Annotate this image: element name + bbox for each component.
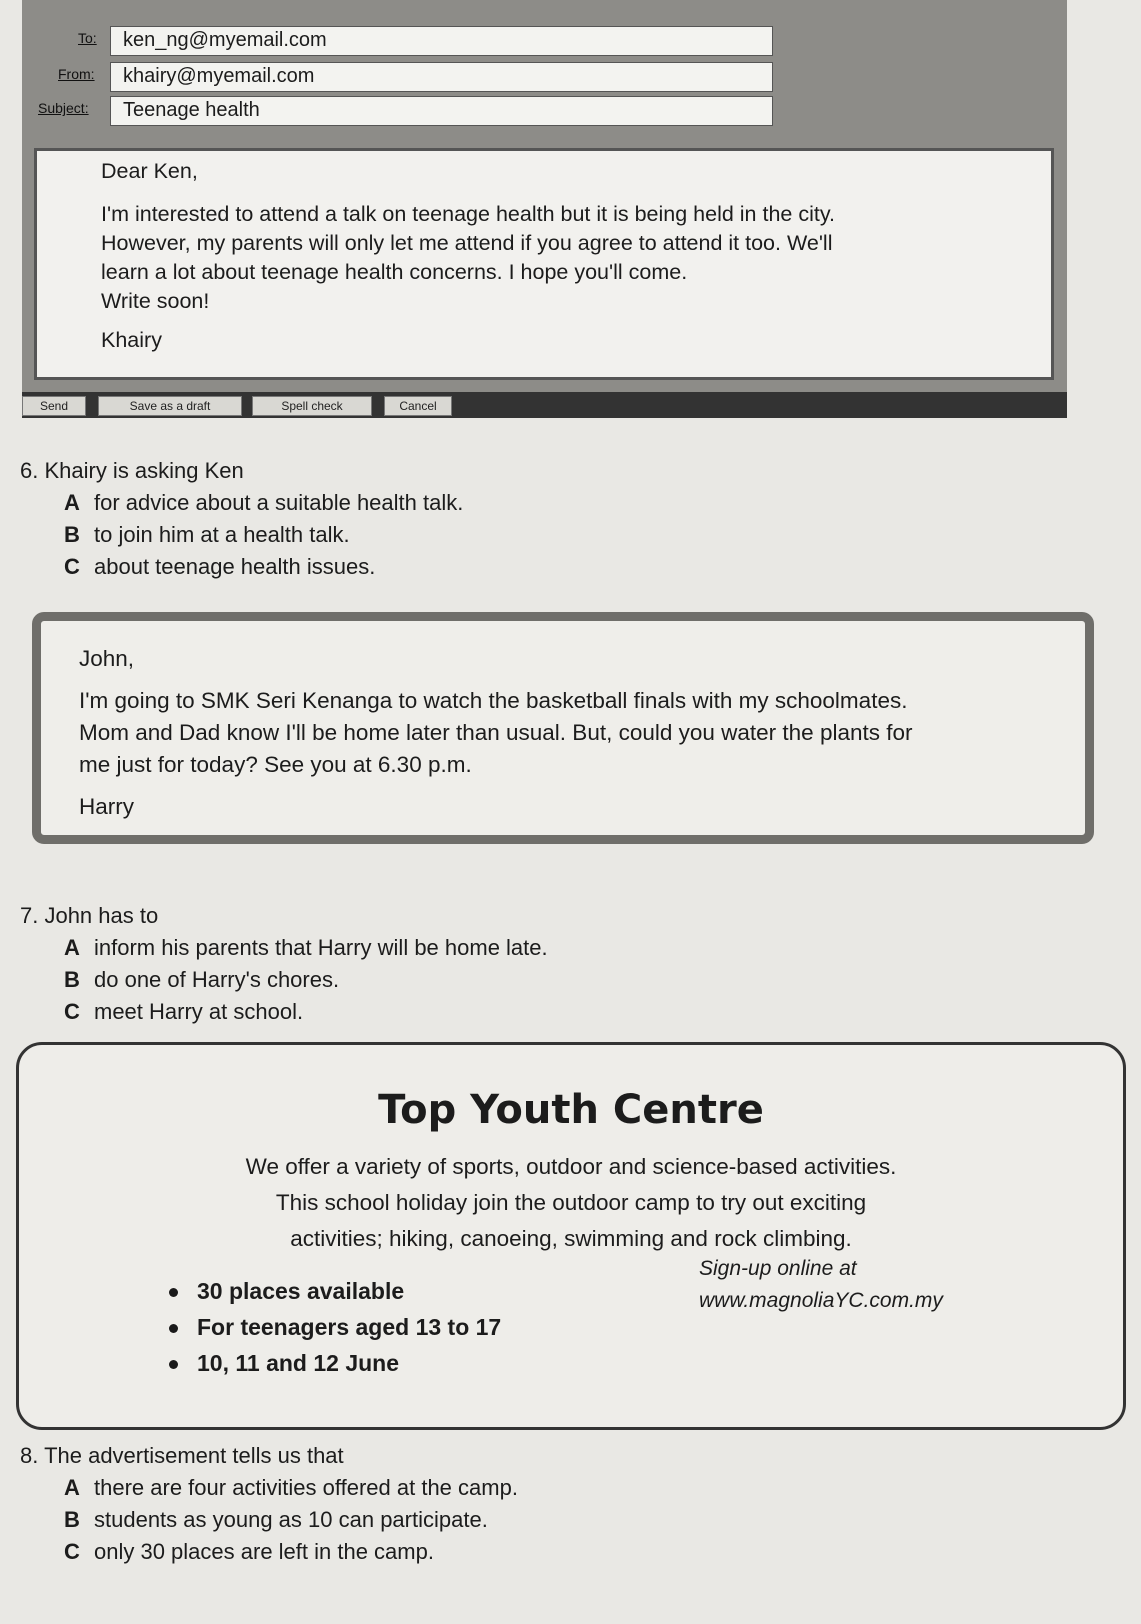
option-text: inform his parents that Harry will be home late. <box>94 935 548 960</box>
option-text: do one of Harry's chores. <box>94 967 340 992</box>
option-letter: C <box>64 999 80 1024</box>
option-text: students as young as 10 can participate. <box>94 1507 488 1532</box>
email-greeting: Dear Ken, <box>101 159 198 183</box>
option-text: for advice about a suitable health talk. <box>94 490 464 515</box>
to-field[interactable]: ken_ng@myemail.com <box>110 26 773 56</box>
option-b[interactable] <box>64 964 548 996</box>
email-toolbar <box>22 392 1067 418</box>
option-b[interactable] <box>64 519 463 551</box>
ad-bullet-list <box>169 1273 501 1381</box>
option-text: only 30 places are left in the camp. <box>94 1539 434 1564</box>
from-label: From: <box>58 66 95 82</box>
ad-desc-line: activities; hiking, canoeing, swimming and rock climbing. <box>290 1226 852 1251</box>
signup-url[interactable]: www.magnoliaYC.com.my <box>699 1289 943 1312</box>
question-stem: 7. John has to <box>20 903 159 928</box>
note-line: me just for today? See you at 6.30 p.m. <box>79 752 472 777</box>
subject-label: Subject: <box>38 100 89 116</box>
email-closing: Write soon! <box>101 289 210 313</box>
note-greeting: John, <box>79 646 135 671</box>
question-6 <box>20 455 463 583</box>
signup-label: Sign-up online at <box>699 1257 857 1280</box>
option-a[interactable] <box>64 487 463 519</box>
option-text: about teenage health issues. <box>94 554 376 579</box>
question-stem: 6. Khairy is asking Ken <box>20 458 244 483</box>
question-8 <box>20 1440 518 1568</box>
question-stem: 8. The advertisement tells us that <box>20 1443 344 1468</box>
email-window <box>22 0 1067 418</box>
option-c[interactable] <box>64 996 548 1028</box>
cancel-button[interactable]: Cancel <box>384 396 452 416</box>
option-letter: B <box>64 1507 80 1532</box>
email-signature: Khairy <box>101 328 162 352</box>
note-line: Mom and Dad know I'll be home later than usual. But, could you water the plants for <box>79 720 913 745</box>
email-body[interactable] <box>34 148 1054 380</box>
option-letter: C <box>64 1539 80 1564</box>
save-draft-button[interactable]: Save as a draft <box>98 396 242 416</box>
option-c[interactable] <box>64 551 463 583</box>
option-text: meet Harry at school. <box>94 999 304 1024</box>
option-a[interactable] <box>64 1472 518 1504</box>
option-letter: A <box>64 490 80 515</box>
from-row <box>22 62 782 92</box>
option-text: to join him at a health talk. <box>94 522 350 547</box>
spell-check-button[interactable]: Spell check <box>252 396 372 416</box>
to-label: To: <box>78 30 97 46</box>
ad-desc-line: We offer a variety of sports, outdoor and science-based activities. <box>245 1154 897 1179</box>
note-signature: Harry <box>79 794 134 819</box>
ad-bullet: For teenagers aged 13 to 17 <box>169 1309 501 1345</box>
option-letter: B <box>64 967 80 992</box>
option-letter: C <box>64 554 80 579</box>
ad-signup <box>699 1253 943 1317</box>
subject-row <box>22 96 782 126</box>
option-a[interactable] <box>64 932 548 964</box>
option-letter: A <box>64 1475 80 1500</box>
option-b[interactable] <box>64 1504 518 1536</box>
from-field[interactable]: khairy@myemail.com <box>110 62 773 92</box>
subject-field[interactable]: Teenage health <box>110 96 773 126</box>
question-7 <box>20 900 548 1028</box>
ad-bullet: 30 places available <box>169 1273 501 1309</box>
note-box <box>32 612 1094 844</box>
ad-bullet: 10, 11 and 12 June <box>169 1345 501 1381</box>
option-c[interactable] <box>64 1536 518 1568</box>
note-line: I'm going to SMK Seri Kenanga to watch the basketball finals with my schoolmates. <box>79 688 908 713</box>
to-row <box>22 26 782 56</box>
option-letter: B <box>64 522 80 547</box>
option-text: there are four activities offered at the camp. <box>94 1475 518 1500</box>
advertisement <box>16 1042 1126 1430</box>
ad-description <box>19 1149 1123 1257</box>
ad-desc-line: This school holiday join the outdoor camp to try out exciting <box>275 1190 867 1215</box>
email-body-line: I'm interested to attend a talk on teenage health but it is being held in the city. <box>101 202 835 226</box>
ad-title: Top Youth Centre <box>378 1087 764 1133</box>
send-button[interactable]: Send <box>22 396 86 416</box>
email-body-line: learn a lot about teenage health concerns. I hope you'll come. <box>101 260 688 284</box>
option-letter: A <box>64 935 80 960</box>
email-body-line: However, my parents will only let me attend if you agree to attend it too. We'll <box>101 231 833 255</box>
